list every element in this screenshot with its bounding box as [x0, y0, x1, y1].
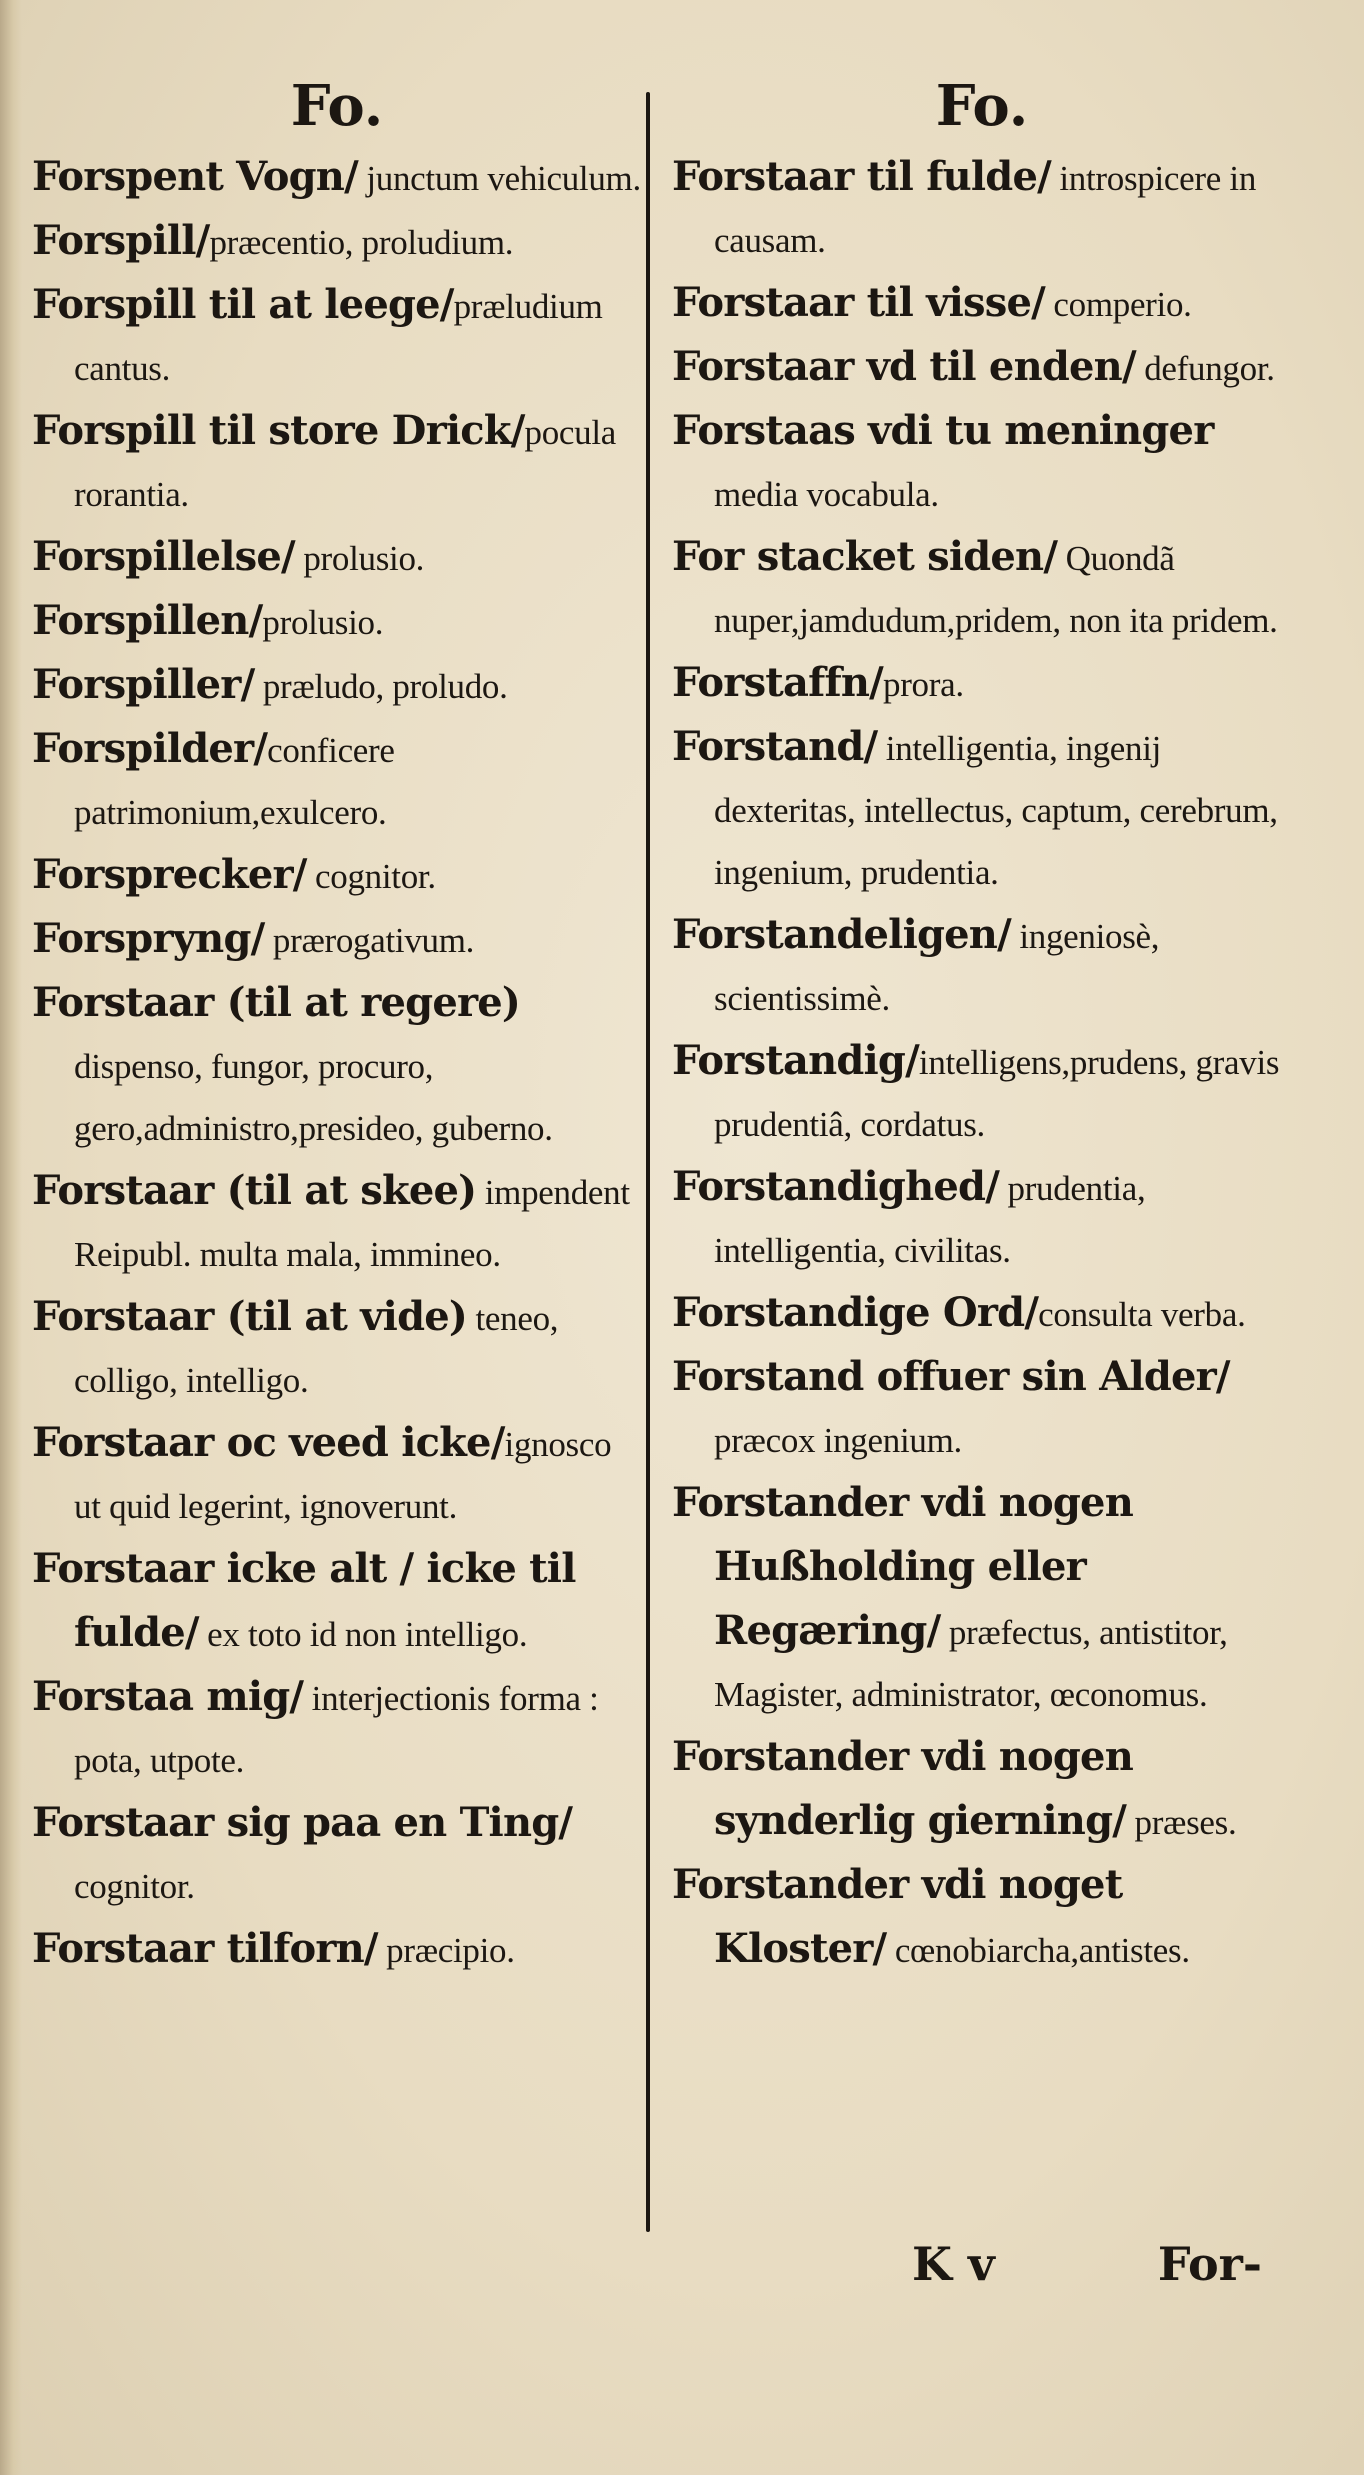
signature-mark: K v: [912, 2237, 995, 2291]
dictionary-entry: [672, 1156, 1292, 1282]
entry-gloss: prora.: [883, 665, 964, 704]
dictionary-entry: [672, 652, 1292, 716]
dictionary-entry: [672, 1726, 1292, 1854]
dictionary-entry: [32, 1286, 642, 1412]
entry-headword: Forstander vdi nogen Hußholding eller Regæring/: [672, 1479, 1133, 1654]
entry-headword: For stacket siden/: [672, 533, 1058, 580]
entry-gloss: comperio.: [1044, 285, 1192, 324]
dictionary-entry: [32, 590, 642, 654]
entry-gloss: præludo, proludo.: [254, 667, 508, 706]
entry-gloss: præludium cantus.: [74, 287, 603, 388]
entry-headword: Forstaas vdi tu meninger: [672, 407, 1214, 454]
right-entries: [672, 146, 1292, 1982]
entry-headword: Forstandeligen/: [672, 911, 1011, 958]
left-column: [32, 70, 642, 1982]
dictionary-entry: [32, 654, 642, 718]
dictionary-entry: [32, 908, 642, 972]
entry-gloss: Quondã nuper,jamdudum,pridem, non ita pridem.: [714, 539, 1278, 640]
entry-headword: Forstandige Ord/: [672, 1289, 1039, 1336]
right-column: [672, 70, 1292, 1982]
entry-gloss: ignosco ut quid legerint, ignoverunt.: [74, 1425, 612, 1526]
entry-gloss: prærogativum.: [264, 921, 475, 960]
entry-gloss: introspicere in causam.: [714, 159, 1257, 260]
entry-gloss: impendent Reipubl. multa mala, immineo.: [74, 1173, 630, 1274]
entry-gloss: conficere patrimonium,exulcero.: [74, 731, 395, 832]
dictionary-entry: [672, 146, 1292, 272]
dictionary-entry: [32, 1160, 642, 1286]
entry-headword: Forstaar vd til enden/: [672, 343, 1136, 390]
entry-headword: Forspill til at leege/: [32, 281, 454, 328]
entry-gloss: pocula rorantia.: [74, 413, 617, 514]
left-entries: [32, 146, 642, 1982]
entry-gloss: præcentio, proludium.: [209, 223, 514, 262]
dictionary-entry: [672, 272, 1292, 336]
catchword: For-: [1157, 2237, 1262, 2291]
entry-headword: Forstaar oc veed icke/: [32, 1419, 505, 1466]
entry-headword: Forsprecker/: [32, 851, 307, 898]
entry-headword: Forstaar sig paa en Ting/: [32, 1799, 573, 1846]
dictionary-entry: [672, 1346, 1292, 1472]
dictionary-entry: [32, 844, 642, 908]
entry-gloss: ex toto id non intelligo.: [198, 1615, 528, 1654]
entry-gloss: prolusio.: [294, 539, 425, 578]
entry-headword: Forstandig/: [672, 1037, 919, 1084]
entry-gloss: prudentia, intelligentia, civilitas.: [714, 1169, 1146, 1270]
entry-headword: Forspryng/: [32, 915, 265, 962]
entry-gloss: præfectus, antistitor, Magister, administrator, œconomus.: [714, 1613, 1228, 1714]
dictionary-entry: [32, 400, 642, 526]
entry-headword: Forstander vdi nogen synderlig gierning/: [672, 1733, 1133, 1844]
left-column-header: Fo.: [290, 73, 384, 139]
entry-headword: Forstaar til fulde/: [672, 153, 1051, 200]
dictionary-entry: [672, 400, 1292, 526]
entry-headword: Forstaar (til at regere): [32, 979, 521, 1026]
entry-gloss: consulta verba.: [1038, 1295, 1246, 1334]
entry-gloss: cognitor.: [74, 1867, 195, 1906]
dictionary-entry: [672, 526, 1292, 652]
entry-headword: Forstaffn/: [672, 659, 883, 706]
dictionary-entry: [672, 1472, 1292, 1726]
entry-headword: Forspillen/: [32, 597, 263, 644]
entry-gloss: interjectionis forma : pota, utpote.: [74, 1679, 599, 1780]
entry-headword: Forspill/: [32, 217, 210, 264]
entry-headword: Forstaar icke alt / icke til fulde/: [32, 1545, 576, 1656]
dictionary-entry: [32, 1412, 642, 1538]
page-footer: [672, 2237, 1292, 2307]
dictionary-entry: [672, 1282, 1292, 1346]
dictionary-entry: [32, 210, 642, 274]
entry-gloss: cognitor.: [306, 857, 436, 896]
entry-headword: Forstaa mig/: [32, 1673, 304, 1720]
entry-headword: Forspiller/: [32, 661, 255, 708]
dictionary-entry: [672, 1030, 1292, 1156]
entry-gloss: dispenso, fungor, procuro, gero,administro,presideo, guberno.: [74, 1047, 553, 1148]
dictionary-entry: [32, 526, 642, 590]
entry-headword: Forstander vdi noget Kloster/: [672, 1861, 1123, 1972]
dictionary-entry: [672, 1854, 1292, 1982]
dictionary-entry: [672, 716, 1292, 904]
entry-gloss: intelligentia, ingenij dexteritas, intellectus, captum, cerebrum, ingenium, prudentia.: [714, 729, 1278, 892]
entry-headword: Forstand/: [672, 723, 878, 770]
dictionary-entry: [32, 1538, 642, 1666]
entry-gloss: defungor.: [1135, 349, 1275, 388]
entry-headword: Forstaar (til at skee): [32, 1167, 477, 1214]
dictionary-entry: [32, 1918, 642, 1982]
entry-gloss: præcipio.: [377, 1931, 515, 1970]
entry-gloss: cœnobiarcha,antistes.: [886, 1931, 1190, 1970]
dictionary-entry: [32, 274, 642, 400]
dictionary-entry: [672, 336, 1292, 400]
dictionary-entry: [32, 146, 642, 210]
entry-gloss: teneo, colligo, intelligo.: [74, 1299, 559, 1400]
entry-gloss: ingeniosè, scientissimè.: [714, 917, 1160, 1018]
entry-gloss: prolusio.: [262, 603, 384, 642]
entry-headword: Forstaar tilforn/: [32, 1925, 378, 1972]
right-column-header: Fo.: [935, 73, 1029, 139]
entry-headword: Forstandighed/: [672, 1163, 1000, 1210]
entry-headword: Forspent Vogn/: [32, 153, 358, 200]
entry-headword: Forstand offuer sin Alder/: [672, 1353, 1230, 1400]
entry-headword: Forspilder/: [32, 725, 268, 772]
entry-headword: Forstaar (til at vide): [32, 1293, 468, 1340]
page-binding-edge: [0, 0, 22, 2475]
dictionary-entry: [32, 718, 642, 844]
column-divider-rule: [646, 92, 650, 2232]
dictionary-entry: [672, 904, 1292, 1030]
entry-gloss: præses.: [1126, 1803, 1237, 1842]
entry-gloss: intelligens,prudens, gravis prudentiâ, cordatus.: [714, 1043, 1280, 1144]
dictionary-entry: [32, 1792, 642, 1918]
entry-gloss: media vocabula.: [714, 475, 939, 514]
dictionary-entry: [32, 972, 642, 1160]
dictionary-entry: [32, 1666, 642, 1792]
entry-headword: Forspillelse/: [32, 533, 295, 580]
entry-gloss: junctum vehiculum.: [357, 159, 641, 198]
entry-gloss: præcox ingenium.: [714, 1421, 962, 1460]
entry-headword: Forspill til store Drick/: [32, 407, 525, 454]
entry-headword: Forstaar til visse/: [672, 279, 1045, 326]
